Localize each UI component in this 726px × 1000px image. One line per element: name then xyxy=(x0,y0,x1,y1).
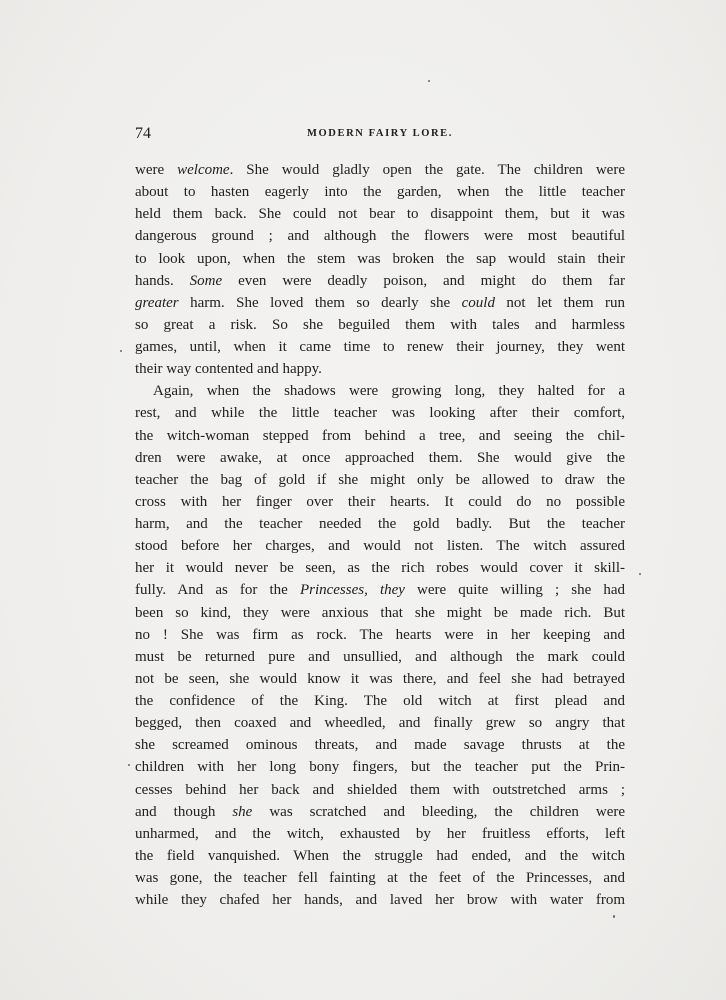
page-number: 74 xyxy=(135,125,151,142)
text-line xyxy=(135,292,625,314)
text-line xyxy=(135,734,625,756)
text-line xyxy=(135,801,625,823)
running-title: MODERN FAIRY LORE. xyxy=(307,128,453,139)
text-run: cesses behind her back and shielded them with outstretched arms ; xyxy=(135,781,625,798)
text-run: . She would gladly open the gate. The children were xyxy=(229,162,625,178)
text-run: not let them run xyxy=(494,294,625,311)
text-line xyxy=(135,646,625,668)
text-run: even were deadly poison, and might do them far xyxy=(222,272,625,289)
text-line xyxy=(135,270,625,292)
italic-text: welcome xyxy=(177,162,230,178)
text-line xyxy=(135,336,625,358)
text-line xyxy=(135,380,625,402)
text-run: stood before her charges, and would not listen. The witch assured xyxy=(135,538,625,555)
text-line xyxy=(135,712,625,734)
text-line xyxy=(135,358,625,380)
text-run: games, until, when it came time to renew their journey, they went xyxy=(135,339,625,355)
text-run: were quite willing ; she had xyxy=(404,582,625,599)
italic-text: she xyxy=(232,803,253,820)
text-line xyxy=(135,513,625,535)
text-line xyxy=(135,579,625,601)
text-run: she screamed ominous threats, and made savage thrusts at the xyxy=(135,737,625,754)
text-run: unharmed, and the witch, exhausted by her fruitless efforts, left xyxy=(135,825,625,842)
text-run: Again, when the shadows were growing long, they halted for a xyxy=(153,383,625,400)
text-run: held them back. She could not bear to disappoint them, but it was xyxy=(135,206,625,223)
running-head xyxy=(135,124,625,144)
text-line xyxy=(135,845,625,867)
text-line xyxy=(135,889,625,911)
text-run: hands. xyxy=(135,272,190,289)
text-line xyxy=(135,425,625,447)
text-run: harm, and the teacher needed the gold badly. But the teacher xyxy=(135,516,625,532)
text-line xyxy=(135,624,625,646)
text-line xyxy=(135,535,625,557)
text-line xyxy=(135,823,625,845)
text-run: was scratched and bleeding, the children were xyxy=(252,803,625,820)
text-run: must be returned pure and unsullied, and although the mark could xyxy=(135,648,625,665)
text-line xyxy=(135,402,625,424)
text-run: was gone, the teacher fell fainting at the feet of the Princesses, and xyxy=(135,870,625,886)
body-text xyxy=(135,159,625,911)
text-line xyxy=(135,203,625,225)
text-run: so great a risk. So she beguiled them with tales and harmless xyxy=(135,316,625,333)
text-run: the witch-woman stepped from behind a tree, and seeing the chil- xyxy=(135,427,625,444)
text-line xyxy=(135,447,625,469)
italic-text: Some xyxy=(189,272,223,289)
text-line xyxy=(135,225,625,247)
text-run: dangerous ground ; and although the flowers were most beautiful xyxy=(135,228,625,245)
text-run: harm. She loved them so dearly she xyxy=(178,294,462,311)
text-run: while they chafed her hands, and laved her brow with water from xyxy=(135,892,625,909)
text-line xyxy=(135,491,625,513)
text-line xyxy=(135,668,625,690)
italic-text: Princesses, they xyxy=(299,582,405,599)
text-line xyxy=(135,756,625,778)
paper-speck xyxy=(120,350,122,352)
text-line xyxy=(135,314,625,336)
text-run: no ! She was firm as rock. The hearts were in her keeping and xyxy=(135,626,625,643)
text-run: been so kind, they were anxious that she might be made rich. But xyxy=(135,604,625,621)
italic-text: greater xyxy=(135,294,179,311)
text-line xyxy=(135,159,625,181)
text-run: rest, and while the little teacher was looking after their comfort, xyxy=(135,405,625,422)
text-run: about to hasten eagerly into the garden, when the little teacher xyxy=(135,184,625,201)
text-run: teacher the bag of gold if she might only be allowed to draw the xyxy=(135,471,625,488)
text-run: to look upon, when the stem was broken the sap would stain their xyxy=(135,250,625,267)
paper-speck xyxy=(128,764,130,766)
text-line xyxy=(135,248,625,270)
text-run: their way contented and happy. xyxy=(135,361,322,378)
text-run: the confidence of the King. The old witch at first plead and xyxy=(135,693,625,709)
text-run: dren were awake, at once approached them. She would give the xyxy=(135,449,625,466)
text-run: children with her long bony fingers, but the teacher put the Prin- xyxy=(135,759,625,776)
paper-speck xyxy=(428,80,430,82)
paper-speck xyxy=(639,573,641,575)
text-run: not be seen, she would know it was there, and feel she had betrayed xyxy=(135,670,625,687)
text-line xyxy=(135,602,625,624)
text-line xyxy=(135,181,625,203)
text-line xyxy=(135,867,625,889)
text-run: the field vanquished. When the struggle had ended, and the witch xyxy=(135,847,625,864)
text-line xyxy=(135,469,625,491)
italic-text: could xyxy=(461,294,495,311)
paper-speck xyxy=(613,915,615,918)
text-line xyxy=(135,779,625,801)
text-line xyxy=(135,690,625,712)
text-run: cross with her finger over their hearts. It could do no possible xyxy=(135,493,625,510)
text-run: begged, then coaxed and wheedled, and finally grew so angry that xyxy=(135,715,625,732)
text-run: fully. And as for the xyxy=(135,582,300,599)
text-run: her it would never be seen, as the rich robes would cover it skill- xyxy=(135,560,625,577)
text-run: were xyxy=(135,162,178,178)
text-line xyxy=(135,557,625,579)
text-run: and though xyxy=(135,803,233,820)
